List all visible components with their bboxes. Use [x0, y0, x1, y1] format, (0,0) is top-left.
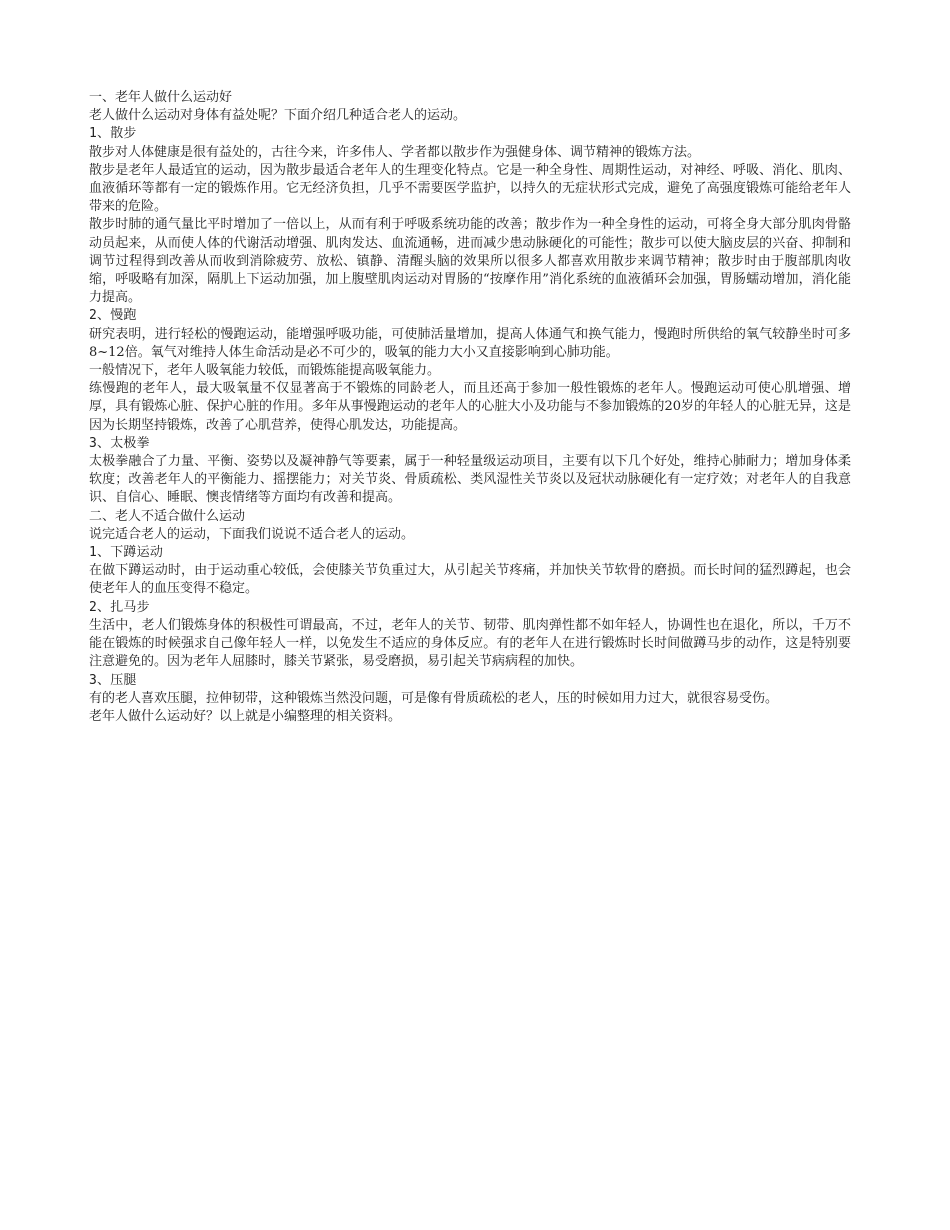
subheading-jogging: 2、慢跑 — [89, 308, 137, 324]
body-paragraph: 研究表明，进行轻松的慢跑运动，能增强呼吸功能，可使肺活量增加，提高人体通气和换气能力，慢跑时所供给的氧气较静坐时可多8~12倍。氧气对维持人体生命活动是必不可少的，吸氧的能力大小又直接影响到心肺功能。 — [89, 326, 851, 360]
subheading-leg-press: 3、压腿 — [89, 672, 137, 688]
body-paragraph: 一般情况下，老年人吸氧能力较低，而锻炼能提高吸氧能力。 — [89, 363, 441, 379]
subheading-horse-stance: 2、扎马步 — [89, 599, 150, 615]
subheading-walking: 1、散步 — [89, 126, 137, 142]
body-paragraph: 太极拳融合了力量、平衡、姿势以及凝神静气等要素，属于一种轻量级运动项目，主要有以下几个好处，维持心肺耐力；增加身体柔软度；改善老年人的平衡能力、摇摆能力；对关节炎、骨质疏松、类风湿性关节炎以及冠状动脉硬化有一定疗效；对老年人的自我意识、自信心、睡眠、懊丧情绪等方面均有改善和提高。 — [89, 454, 851, 506]
body-paragraph: 散步对人体健康是很有益处的，古往今来，许多伟人、学者都以散步作为强健身体、调节精神的锻炼方法。 — [89, 144, 701, 160]
body-paragraph: 生活中，老人们锻炼身体的积极性可谓最高，不过，老年人的关节、韧带、肌肉弹性都不如年轻人，协调性也在退化，所以，千万不能在锻炼的时候强求自己像年轻人一样，以免发生不适应的身体反应。有的老年人在进行锻炼时长时间做蹲马步的动作，这是特别要注意避免的。因为老年人屈膝时，膝关节紧张，易受磨损，易引起关节病病程的加快。 — [89, 617, 851, 670]
body-paragraph: 在做下蹲运动时，由于运动重心较低，会使膝关节负重过大，从引起关节疼痛，并加快关节软骨的磨损。而长时间的猛烈蹲起，也会使老年人的血压变得不稳定。 — [89, 563, 851, 597]
section-heading: 二、老人不适合做什么运动 — [89, 508, 246, 524]
subheading-squat: 1、下蹲运动 — [89, 545, 164, 561]
body-paragraph: 散步时肺的通气量比平时增加了一倍以上，从而有利于呼吸系统功能的改善；散步作为一种全身性的运动，可将全身大部分肌肉骨骼动员起来，从而使人体的代谢活动增强、肌肉发达、血流通畅，进而减少患动脉硬化的可能性；散步可以使大脑皮层的兴奋、抑制和调节过程得到改善从而收到消除疲劳、放松、镇静、清醒头脑的效果所以很多人都喜欢用散步来调节精神；散步时由于腹部肌肉收缩，呼吸略有加深，隔肌上下运动加强，加上腹壁肌肉运动对胃肠的“按摩作用”消化系统的血液循环会加强，胃肠蠕动增加，消化能力提高。 — [89, 217, 851, 306]
intro-paragraph: 老人做什么运动对身体有益处呢？下面介绍几种适合老人的运动。 — [89, 108, 467, 124]
body-paragraph: 散步是老年人最适宜的运动，因为散步最适合老年人的生理变化特点。它是一种全身性、周期性运动，对神经、呼吸、消化、肌肉、血液循环等都有一定的锻炼作用。它无经济负担，几乎不需要医学监护，以持久的无症状形式完成，避免了高强度锻炼可能给老年人带来的危险。 — [89, 162, 851, 215]
subheading-taichi: 3、太极拳 — [89, 435, 150, 451]
body-paragraph: 有的老人喜欢压腿，拉伸韧带，这种锻炼当然没问题，可是像有骨质疏松的老人，压的时候如用力过大，就很容易受伤。 — [89, 690, 779, 706]
document-body — [89, 89, 851, 726]
body-paragraph: 练慢跑的老年人，最大吸氧量不仅显著高于不锻炼的同龄老人，而且还高于参加一般性锻炼的老年人。慢跑运动可使心肌增强、增厚，具有锻炼心脏、保护心脏的作用。多年从事慢跑运动的老年人的心脏大小及功能与不参加锻炼的20岁的年轻人的心脏无异，这是因为长期坚持锻炼，改善了心肌营养，使得心肌发达，功能提高。 — [89, 381, 851, 433]
closing-paragraph: 老年人做什么运动好？以上就是小编整理的相关资料。 — [89, 708, 402, 724]
body-paragraph: 说完适合老人的运动，下面我们说说不适合老人的运动。 — [89, 526, 415, 542]
section-heading: 一、老年人做什么运动好 — [89, 90, 233, 105]
